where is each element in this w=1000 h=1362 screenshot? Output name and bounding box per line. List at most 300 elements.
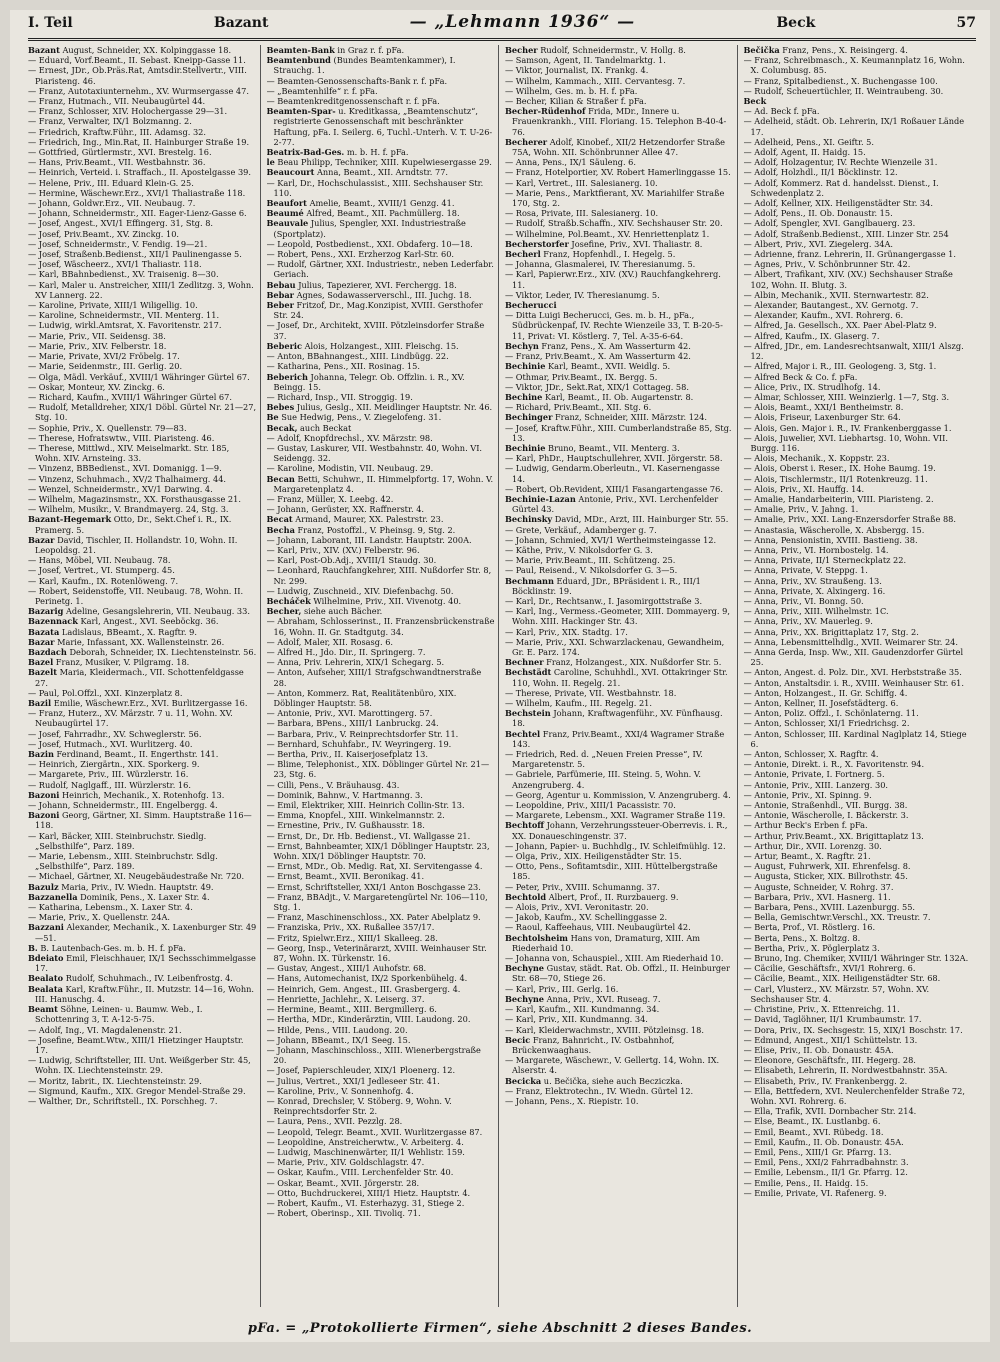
directory-entry: — Johann, Pens., X. Riepistr. 10. xyxy=(505,1095,639,1106)
directory-entry: — Gabriele, Parfümerie, III. Steing. 5, Wohn. V. Anzengruberg. 4. xyxy=(505,769,701,790)
directory-entry: — Hans, Automechanist, IX/2 Sporkenbühelg. 4. xyxy=(266,973,468,984)
directory-entry: — Anna, Private, X. Alxingerg. 16. xyxy=(743,585,886,596)
directory-entry: — Robert, Oberinsp., XII. Tivoliq. 71. xyxy=(266,1208,421,1219)
directory-entry: — Alois, Priv., XI. Hauffg. 14. xyxy=(743,483,865,494)
directory-entry: — Cilli, Pens., V. Bräuhausg. 43. xyxy=(266,779,400,790)
directory-entry: — Alois, Priv., XVI. Veronitastr. 20. xyxy=(505,902,649,913)
directory-entry: — Fritz, Spielwr.Erz., XIII/1 Skalleeg. 28. xyxy=(266,932,438,943)
directory-entry: Beck xyxy=(743,96,767,107)
directory-entry: — Alois, Friseur, Laxenburger Str. 64. xyxy=(743,412,901,423)
directory-entry: — Ernst, MDr., Ob. Medig. Rat, XI. Servitengasse 4. xyxy=(266,861,483,872)
directory-entry: Bazzanella Dominik, Pens., X. Laxer Str. 4. xyxy=(28,891,210,902)
directory-entry: — Johann, Schneidermstr., XII. Eager-Lienz-Gasse 6. xyxy=(28,208,247,219)
directory-entry: Becher Rudolf, Schneidermstr., V. Hollg. 8. xyxy=(505,45,686,55)
directory-entry: — Adolf, Knopfdrechsl., XV. Märzstr. 98. xyxy=(266,432,433,443)
directory-entry: — Alfred, JDr., em. Landesrechtsanwalt, XIII/1 Alszg. 12. xyxy=(743,340,964,362)
directory-entry: — Barbara, Pens., XVIII. Lazenburgg. 55. xyxy=(743,902,916,913)
directory-entry: — Käthe, Priv., V. Nikolsdorfer G. 3. xyxy=(505,544,653,555)
directory-entry: Becic Franz, Bahnricht., IV. Ostbahnhof, Brückenwaaghaus. xyxy=(505,1034,675,1055)
directory-entry: Bechtolsheim Hans von, Dramaturg, XIII. Am Riederhaid 10. xyxy=(505,932,701,953)
directory-entry: — Alexander, Kaufm., XVI. Rohrerg. 6. xyxy=(743,310,904,321)
directory-entry: Becher-Rüdenhof Frida, MDr., Innere u. Frauenkrankh., VIII. Floriang. 15. Telephon B-40-4-76. xyxy=(505,106,727,137)
directory-entry: — Leopoldine, Anstreicherwtw., V. Arbeiterg. 4. xyxy=(266,1136,464,1147)
directory-entry: — Oskar, Monteur, XV. Zinckg. 6. xyxy=(28,381,165,392)
directory-entry: — Therese, Mittlwd., XIV. Meiselmarkt. Str. 185, Wohn. XIV. Arnsteing. 33. xyxy=(28,442,230,464)
directory-entry: — Anna, Lebensmittelhdlg., XVII. Weimarer Str. 24. xyxy=(743,636,958,647)
directory-entry: — Emil, Kaufm., II. Ob. Donaustr. 45A. xyxy=(743,1136,904,1147)
directory-entry: — „Beamtenhilfe“ r. f. pFa. xyxy=(266,85,378,96)
directory-entry: — Franz, Autotaxiunternehm., XV. Wurmsergasse 47. xyxy=(28,85,249,96)
directory-entry: — Ludwig, Zuschneid., XIV. Diefenbachg. 50. xyxy=(266,585,454,596)
directory-entry: — Adelheid, städt. Ob. Lehrerin, IX/1 Roßauer Lände 17. xyxy=(743,116,965,137)
directory-entry: — Leopold, Telegr. Beamt., XVII. Wurlitzergasse 87. xyxy=(266,1126,483,1137)
directory-entry: — Franz, Spitalbedienst., X. Buchengasse 100. xyxy=(743,75,938,86)
directory-entry: — Marie, Pens., Marktfierant, XV. Mariahilfer Straße 170, Stg. 2. xyxy=(505,187,725,209)
directory-entry: — Vinzenz, Schuhmach., XV/2 Thalhaimerg. 44. xyxy=(28,473,227,484)
directory-entry: — Karoline, Modistin, VII. Neubaug. 29. xyxy=(266,463,434,474)
directory-entry: — Alois, Oberst i. Reser., IX. Hohe Baumg. 19. xyxy=(743,463,936,474)
directory-entry: — Karl, Post-Ob.Adj., XVIII/1 Staudg. 30. xyxy=(266,555,437,566)
directory-entry: — Walther, Dr., Schriftstell., IX. Porschheg. 7. xyxy=(28,1095,218,1106)
directory-entry: — Albin, Mechanik., XVII. Sternwartestr. 82. xyxy=(743,289,929,300)
directory-entry: — Jakob, Kaufm., XV. Schellinggasse 2. xyxy=(505,912,668,923)
directory-entry: — Josef, Straßenb.Bedienst., XII/1 Paulinengasse 5. xyxy=(28,249,242,260)
directory-entry: — Alice, Priv., IX. Strudlhofg. 14. xyxy=(743,381,881,392)
directory-entry: — Peter, Priv., XVIII. Schumanng. 37. xyxy=(505,881,660,892)
directory-entry: — Emilie, Private, VI. Rafenerg. 9. xyxy=(743,1187,887,1198)
directory-entry: — Grete, Verkäuf., Adamberger g. 7. xyxy=(505,524,657,535)
directory-entry: — Johann, Laborant, III. Landstr. Hauptstr. 200A. xyxy=(266,534,472,545)
directory-entry: Bazata Ladislaus, BBeamt., X. Ragftr. 9. xyxy=(28,626,197,637)
directory-entry: — Barbara, BPens., XIII/1 Lanbruckg. 24. xyxy=(266,718,439,729)
directory-entry: — Robert, Pens., XXI. Erzherzog Karl-Str. 60. xyxy=(266,249,455,260)
directory-entry: — Agnes, Priv., V. Schönbrunner Str. 42. xyxy=(743,259,911,270)
directory-entry: — Josef, Wäscheerz., XVI/1 Thaliastr. 118. xyxy=(28,259,202,270)
directory-entry: — Emil, Elektriker, XIII. Heinrich Collin-Str. 13. xyxy=(266,800,465,811)
directory-entry: Bechyne Gustav, städt. Rat. Ob. Offzl., II. Heinburger Str. 68—70, Stiege 26. xyxy=(505,963,730,984)
directory-entry: — Sophie, Priv., X. Quellenstr. 79—83. xyxy=(28,422,187,433)
directory-entry: — Dora, Priv., IX. Sechsgestr. 15, XIX/1 Boschstr. 17. xyxy=(743,1024,963,1035)
directory-entry: Beamt Söhne, Leinen- u. Baumw. Web., I. Schottenring 3, T. A-12-5-75. xyxy=(28,1004,203,1025)
directory-entry: — Adolf, Kommerz. Rat d. handelsst. Dienst., I. Schwedenplatz 2. xyxy=(743,177,939,198)
directory-entry: — Johann, Goldwr.Erz., VII. Neubaug. 7. xyxy=(28,198,196,209)
directory-entry: — Johann, Papier- u. Buchhdlg., IV. Schleifmühlg. 12. xyxy=(505,840,726,851)
directory-entry: — Rudolf, Metalldreher, XIX/1 Döbl. Gürtel Nr. 21—27, Stg. 10. xyxy=(28,402,257,423)
directory-entry: — Antonie, Wäscherolle, I. Bäckerstr. 3. xyxy=(743,810,909,821)
directory-entry: Bechstein Johann, Kraftwagenführ., XV. Fünfhausg. 18. xyxy=(505,708,723,729)
directory-entry: Bazar David, Tischler, II. Hollandstr. 10, Wohn. II. Leopoldsg. 21. xyxy=(28,534,238,555)
directory-entry: — Marie, Priv., XIV. Goldschlagstr. 47. xyxy=(266,1157,425,1168)
directory-entry: — Bernhard, Schuhfabr., IV. Weyringerg. 19. xyxy=(266,738,452,749)
directory-entry: — Anton, BBahnangest., XIII. Lindbügg. 22. xyxy=(266,351,449,362)
directory-entry: — Viktor, JDr., Sekt.Rat, XIX/1 Cottageg. 58. xyxy=(505,381,689,392)
directory-entry: — Anna, Priv., XIII. Wilhelmstr. 1C. xyxy=(743,606,889,617)
directory-entry: — Karl, Priv., XIX. Stadtg. 17. xyxy=(505,626,628,637)
directory-entry: — Antonie, Priv., XVI. Marottingerg. 57. xyxy=(266,708,433,719)
directory-entry: — Albert, Priv., XVI. Ziegelerg. 34A. xyxy=(743,238,893,249)
directory-entry: — Julius, Vertret., XXI/1 Jedleseer Str. 41. xyxy=(266,1075,440,1086)
directory-entry: — Josef, Hutmach., XVI. Wurlitzerg. 40. xyxy=(28,738,193,749)
directory-entry: — Georg, Agentur u. Kommission, V. Anzengruberg. 4. xyxy=(505,789,731,800)
directory-entry: — Antonie, Private, I. Fortnerg. 5. xyxy=(743,769,885,780)
directory-entry: — Viktor, Leder, IV. Theresianumg. 5. xyxy=(505,289,660,300)
directory-entry: — Anna, Pens., IX/1 Säuleng. 6. xyxy=(505,157,636,168)
directory-entry: — Georg, Insp., Veterinärarzt, XVIII. Weinhauser Str. 87, Wohn. IX. Türkenstr. 16. xyxy=(266,942,487,964)
directory-entry: Bechstädt Caroline, Schuhhdl., XVI. Ottakringer Str. 110, Wohn. II. Regelg. 21. xyxy=(505,667,728,688)
directory-entry: — Karoline, Private, XIII/1 Wiligellig. 10. xyxy=(28,300,198,311)
directory-entry: — Wenzel, Schneidermstr., XV/1 Darwing. 4. xyxy=(28,483,213,494)
directory-entry: — Konrad, Drechsler, V. Stöberg. 9, Wohn. V. Reinprechtsdorfer Str. 2. xyxy=(266,1095,452,1117)
directory-entry: — Rudolf, Straßb.Schaffn., XIV. Sechshauser Str. 20. xyxy=(505,218,723,229)
directory-title: — „Lehmann 1936“ — xyxy=(409,12,636,32)
directory-entry: — Oskar, Beamt., XVII. Jörgerstr. 28. xyxy=(266,1177,420,1188)
directory-entry: — Johann, Gerüster, XX. Raffnerstr. 4. xyxy=(266,504,425,515)
directory-entry: — Michael, Gärtner, XI. Neugebäudestraße Nr. 720. xyxy=(28,871,245,882)
directory-entry: Beauvale Julius, Spengler, XXI. Industriestraße (Sportplatz). xyxy=(266,218,466,239)
directory-entry: — Karl, Bäcker, XIII. Steinbruchstr. Siedlg. „Selbsthilfe“, Parz. 189. xyxy=(28,830,207,851)
directory-entry: Becherucci xyxy=(505,300,557,311)
directory-entry: — Ludwig, wirkl.Amtsrat, X. Favoritenstr. 217. xyxy=(28,320,222,331)
directory-entry: — Karl, Dr., Hochschulassist., XIII. Sechshauser Str. 110. xyxy=(266,177,484,198)
directory-entry: — Franz, Elektrotechn., IV. Wiedn. Gürtel 12. xyxy=(505,1085,694,1096)
directory-entry: — Alfred Beck & Co. f. pFa. xyxy=(743,371,858,382)
directory-entry: — Alfred, Kaufm., IX. Glaserg. 7. xyxy=(743,330,880,341)
directory-entry: Beaufort Amelie, Beamt., XVIII/1 Genzg. 41. xyxy=(266,198,455,209)
directory-entry: — Antonie, Priv., XI. Spinng. 9. xyxy=(743,789,872,800)
directory-entry: Becherstorfer Josefine, Priv., XVI. Thaliastr. 8. xyxy=(505,238,703,249)
directory-entry: — Johann, Schneidermstr., III. Engelbergg. 4. xyxy=(28,800,218,811)
directory-entry: Bealata Karl, Kraftw.Führ., II. Mutzstr. 14—16, Wohn. III. Hanuschg. 4. xyxy=(28,983,255,1004)
directory-entry: — Leopoldine, Priv., XIII/1 Pacassistr. 70. xyxy=(505,800,676,811)
directory-entry: — Gustav, Angest., XIII/1 Auhofstr. 68. xyxy=(266,963,427,974)
directory-entry: — Berta, Prof., VI. Röstlerg. 16. xyxy=(743,922,876,933)
directory-entry: — Amalie, Handarbeiterin, VIII. Piaristeng. 2. xyxy=(743,493,934,504)
directory-entry: — Paul, Reisend., V. Nikolsdorfer G. 3—5. xyxy=(505,565,678,576)
directory-entry: — Ernst, Schriftsteller, XXI/1 Anton Boschgasse 23. xyxy=(266,881,481,892)
directory-entry: — Franz, Hotelportier, XV. Robert Hamerlinggasse 15. xyxy=(505,167,731,178)
directory-entry: Becak, auch Beckat xyxy=(266,422,352,433)
directory-entry: — Ernest, JDr., Ob.Präs.Rat, Amtsdir.Stellvertr., VIII. Piaristeng. 46. xyxy=(28,65,247,86)
directory-entry: — Emil, Pens., XXI/2 Fahrradbahnstr. 3. xyxy=(743,1157,909,1168)
directory-entry: — Barbara, Priv., XVI. Hasnerg. 11. xyxy=(743,891,891,902)
directory-entry: — Franz, Huterz., XV. Märzstr. 7 u. 11, Wohn. XV. Neubaugürtel 17. xyxy=(28,708,233,729)
directory-entry: — Amalie, Priv., V. Jahng. 1. xyxy=(743,504,859,515)
directory-entry: — Ernst, Dr., Dr. Hb. Bedienst., VI. Wallgasse 21. xyxy=(266,830,471,841)
directory-entry: — Dominik, Bahnw., V. Hartmanng. 3. xyxy=(266,789,423,800)
directory-entry: — Josefine, Beamt.Wtw., XIII/1 Hietzinger Hauptstr. 17. xyxy=(28,1034,244,1055)
directory-entry: — Marie, Priv.Beamt., III. Schützeng. 25. xyxy=(505,555,676,566)
directory-entry: — Anna, Priv., XV. Mauerleg. 9. xyxy=(743,616,873,627)
directory-entry: Bazulz Maria, Priv., IV. Wiedn. Hauptstr. 49. xyxy=(28,881,214,892)
directory-entry: Bechinsky David, MDr., Arzt, III. Hainburger Str. 55. xyxy=(505,514,729,525)
directory-entry: Beaumé Alfred, Beamt., XII. Pachmüllerg. 18. xyxy=(266,208,460,219)
directory-entry: — Franz, Schreibmasch., X. Keumannplatz 16, Wohn. X. Columbusg. 85. xyxy=(743,55,965,76)
directory-entry: — Karl, Priv., XIV. (XV.) Felberstr. 96. xyxy=(266,544,420,555)
directory-entry: — Margarete, Wäschewr., V. Gellertg. 14, Wohn. IX. Alserstr. 4. xyxy=(505,1055,720,1076)
section-label: I. Teil xyxy=(28,15,73,31)
directory-entry: — Alois, Juwelier, XVI. Liebhartsg. 10, Wohn. VII. Burgg. 116. xyxy=(743,432,948,453)
directory-entry: Beber Fritzof, Dr., Mag.Konzipist, XVIII. Gersthofer Str. 24. xyxy=(266,300,483,321)
directory-entry: Bechmann Eduard, JDr., BPräsident i. R., III/1 Böcklinstr. 19. xyxy=(505,575,701,596)
directory-entry: — Viktor, Journalist, IX. Frankg. 4. xyxy=(505,65,649,76)
directory-entry: — Oskar, Kaufm., VIII. Lerchenfelder Str. 40. xyxy=(266,1167,454,1178)
directory-entry: — Elisabeth, Lehrerin, II. Nordwestbahnstr. 35A. xyxy=(743,1065,948,1076)
directory-entry: Becat Armand, Maurer, XX. Palestrstr. 23. xyxy=(266,514,444,525)
directory-entry: — Leopold, Postbedienst., XXI. Obdaferg. 10—18. xyxy=(266,238,473,249)
directory-entry: — Raoul, Kaffeehaus, VIII. Neubaugürtel 42. xyxy=(505,922,691,933)
directory-entry: Bebes Julius, Geslg., XII. Meidlinger Hauptstr. Nr. 46. xyxy=(266,402,493,413)
directory-entry: — Gustav, Laskurer, VII. Westbahnstr. 40, Wohn. VI. Seidengg. 32. xyxy=(266,442,483,464)
directory-entry: — Anna, Priv., VI. Bonng. 50. xyxy=(743,595,864,606)
directory-entry: — Therese, Hofratswtw., VIII. Piaristeng. 46. xyxy=(28,432,215,443)
directory-entry: Bechner Franz, Holzangest., XIX. Nußdorfer Str. 5. xyxy=(505,657,722,668)
directory-entry: Bechine Karl, Beamt., II. Ob. Augartenstr. 8. xyxy=(505,391,694,402)
directory-entry: — Robert, Kaufm., VI. Esterhazyg. 31, Stiege 2. xyxy=(266,1197,465,1208)
page-header xyxy=(28,12,976,41)
directory-entry: — Carl, Vlusterz., XV. Märzstr. 57, Wohn. XV. Sechshauser Str. 4. xyxy=(743,983,930,1004)
directory-entry: — Richard, Priv.Beamt., XII. Stg. 6. xyxy=(505,402,652,413)
directory-entry: Bazin Ferdinand, Beamt., II. Engerthstr. 141. xyxy=(28,749,219,760)
directory-entry: — Alfred, Major i. R., III. Geologeng. 3, Stg. 1. xyxy=(743,361,937,372)
directory-entry: — Ernst, Beamt., XVII. Beronikag. 41. xyxy=(266,871,425,882)
directory-entry: — Adolf, Holzagentur, IV. Rechte Wienzeile 31. xyxy=(743,157,938,168)
directory-entry: — Cäcilie, Geschäftsfr., XVI/1 Rohrerg. 6. xyxy=(743,963,916,974)
directory-entry: — Alfred, Ja. Gesellsch., XX. Paer Abel-Platz 9. xyxy=(743,320,937,331)
directory-entry: — Marie, Seidenmstr., III. Gerlig. 20. xyxy=(28,361,183,372)
directory-entry: Bechyne Anna, Priv., XVI. Ruseag. 7. xyxy=(505,993,661,1004)
directory-entry: — Antonie, Direkt. i. R., X. Favoritenstr. 94. xyxy=(743,759,925,770)
directory-entry: — Emilie, Lebensm., II/1 Gr. Pfarrg. 12. xyxy=(743,1167,908,1178)
directory-entry: — Bella, Gemischtwr.Verschl., XX. Treustr. 7. xyxy=(743,912,931,923)
footer-note: pFa. = „Protokollierte Firmen“, siehe Abschnitt 2 dieses Bandes. xyxy=(247,1321,753,1336)
directory-entry: — Margarete, Priv., III. Würzlerstr. 16. xyxy=(28,769,189,780)
directory-entry: — Katharina, Pens., XII. Rosinag. 15. xyxy=(266,361,420,372)
directory-entry: — Karl, Ing., Vermess.-Geometer, XIII. Dommayerg. 9, Wohn. XIII. Hackinger Str. 43. xyxy=(505,606,730,627)
directory-entry: Becicka u. Bečička, siehe auch Becziczka. xyxy=(505,1075,683,1086)
directory-entry: — Heinrich, Gem. Angest., III. Grasbergerg. 4. xyxy=(266,983,461,994)
directory-entry: — Josef, Vertret., VI. Stumperg. 45. xyxy=(28,565,175,576)
directory-entry: Bealato Rudolf, Schuhmach., IV. Leibenfrostg. 4. xyxy=(28,973,233,984)
directory-entry: Bazoni Georg, Gärtner, XI. Simm. Hauptstraße 116—118. xyxy=(28,810,252,831)
directory-entry: — Arthur Beck's Erben f. pFa. xyxy=(743,820,868,831)
directory-entry: — Amalie, Priv., XXI. Lang-Enzersdorfer Straße 88. xyxy=(743,514,956,525)
directory-entry: — Anton, Schlosser, XI/1 Friedrichsg. 2. xyxy=(743,718,910,729)
directory-entry: — Henriette, Jachlehr., X. Leiserg. 37. xyxy=(266,993,425,1004)
directory-entry: — Josef, Dr., Architekt, XVIII. Pötzleinsdorfer Straße 37. xyxy=(266,320,485,341)
directory-entry: Bazar Marie, Infassant, XX. Wallensteinstr. 26. xyxy=(28,636,225,647)
directory-entry: — Anna, Priv., XV. Straußeng. 13. xyxy=(743,575,882,586)
directory-entry: Bechtold Albert, Prof., II. Rurzbauerg. 9. xyxy=(505,891,679,902)
directory-entry: — Karl, Maler u. Anstreicher, XIII/1 Zedlitzg. 3, Wohn. XV Lannerg. 22. xyxy=(28,279,254,300)
directory-entry: — Anastasia, Wäscherolle, X. Absbergg. 15. xyxy=(743,524,925,535)
directory-entry: — Anton, Kommerz. Rat, Realitätenbüro, XIX. Döblinger Hauptstr. 58. xyxy=(266,687,457,708)
directory-entry: — Barbara, Priv., V. Reinprechtsdorfer Str. 11. xyxy=(266,728,459,739)
directory-entry: — Adolf, Pens., II. Ob. Donaustr. 15. xyxy=(743,208,893,219)
directory-entry: — Ludwig, Schriftsteller, III. Unt. Weißgerber Str. 45, Wohn. IX. Liechtensteinstr. 29. xyxy=(28,1055,251,1076)
directory-entry: — Karl, PhDr., Hauptschullehrer, XVII. Jörgerstr. 58. xyxy=(505,453,723,464)
directory-entry: Becan Betti, Schuhwr., II. Himmelpfortg. 17, Wohn. V. Margaretenplatz 4. xyxy=(266,473,494,494)
directory-entry: — August, Fuhrwerk, XII. Ehrenfelsg. 8. xyxy=(743,861,911,872)
directory-entry: — Eduard, Vorf.Beamt., II. Sebast. Kneipp-Gasse 11. xyxy=(28,55,246,66)
directory-entry: — Josef, Priv.Beamt., XV. Zinckg. 10. xyxy=(28,228,180,239)
directory-entry: Bazzani Alexander, Mechanik., X. Laxenburger Str. 49—51. xyxy=(28,922,257,943)
directory-entry: Beaucourt Anna, Beamt., XII. Arndtstr. 77. xyxy=(266,167,449,178)
directory-entry: — Karl, Papierwr.Erz., XIV. (XV.) Rauchfangkehrerg. 11. xyxy=(505,269,721,290)
directory-entry: Bazennack Karl, Angest., XVI. Seeböckg. 36. xyxy=(28,616,219,627)
directory-entry: — Franziska, Priv., XX. Rußallee 357/17. xyxy=(266,922,435,933)
directory-entry: — Robert, Seidenstoffe, VII. Neubaug. 78, Wohn. II. Perinetg. 1. xyxy=(28,585,244,606)
directory-entry: — Beamten-Genossenschafts-Bank r. f. pFa. xyxy=(266,75,448,86)
directory-entry: — Karl, Priv., XII. Kundmanng. 34. xyxy=(505,1014,648,1025)
directory-entry: — Anna, Priv., VI. Hornbostelg. 14. xyxy=(743,544,889,555)
directory-entry: Bdeiato Emil, Fleischhauer, IX/1 Sechsschimmelgasse 17. xyxy=(28,953,256,974)
directory-entry: — Franz, Schlosser, XIV. Holochergasse 29—31. xyxy=(28,106,228,117)
directory-entry: — Cäcilie, Beamt., XIX. Heiligenstädter Str. 68. xyxy=(743,973,941,984)
directory-entry: — Wilhelm, Kaufm., III. Regelg. 21. xyxy=(505,698,652,708)
directory-entry: — Adolf, Ing., VI. Magdalenenstr. 21. xyxy=(28,1024,182,1035)
directory-entry: — Karl, Vertret., III. Salesianerg. 10. xyxy=(505,177,658,188)
directory-entry: — Friedrich, Red. d. „Neuen Freien Presse“, IV. Margaretenstr. 5. xyxy=(505,749,703,770)
directory-entry: — Hilde, Pens., VIII. Laudong. 20. xyxy=(266,1024,408,1035)
directory-entry: — Hans, Möbel, VII. Neubaug. 78. xyxy=(28,555,171,566)
directory-entry: — Johann, BBeamt., IX/1 Seeg. 15. xyxy=(266,1034,411,1045)
directory-entry: — Bruno, Ing. Chemiker, XVIII/1 Währinger Str. 132A. xyxy=(743,953,969,964)
directory-entry: — Josef, Angest., XVI/1 Effingerg. 31, Stg. 8. xyxy=(28,218,214,229)
directory-entry: le Beau Philipp, Techniker, XIII. Kupelwiesergasse 29. xyxy=(266,157,492,168)
directory-entry: — Ella, Trafik, XVII. Dornbacher Str. 214. xyxy=(743,1106,917,1117)
directory-entry: — Anna, Priv. Lehrerin, XIX/1 Schegarg. 5. xyxy=(266,657,445,668)
directory-entry: — Karl, Kaufm., IX. Rotenlöweng. 7. xyxy=(28,575,179,586)
column-2 xyxy=(267,45,500,1307)
entry-columns xyxy=(28,45,976,1307)
directory-entry: — Gottfried, Gürtlermstr., XVI. Brestelg. 16. xyxy=(28,147,212,158)
directory-entry: — Alexander, Bautangest., XV. Gernotg. 7. xyxy=(743,300,919,311)
directory-entry: — Arthur, Priv.Beamt., XX. Brigittaplatz 13. xyxy=(743,830,924,841)
directory-entry: — Beamtenkreditgenossenschaft r. f. pFa. xyxy=(266,96,440,107)
directory-entry: — Richard, Insp., VII. Stroggig. 19. xyxy=(266,391,413,402)
directory-entry: — Alois, Gen. Major i. R., IV. Frankenberggasse 1. xyxy=(743,422,952,433)
directory-entry: — Marie, Lebensm., XIII. Steinbruchstr. Sdlg. „Selbsthilfe“, Parz. 189. xyxy=(28,851,218,872)
column-4 xyxy=(744,45,977,1307)
directory-entry: — Friedrich, Kraftw.Führ., III. Adamsg. 32. xyxy=(28,126,206,137)
directory-entry: — Adrienne, franz. Lehrerin, II. Grünangergasse 1. xyxy=(743,249,956,260)
directory-entry: Becher, siehe auch Bächer. xyxy=(266,606,383,617)
directory-entry: — Olga, Priv., XIX. Heiligenstädter Str. 15. xyxy=(505,851,682,862)
directory-entry: — Adelheid, Pens., XI. Geiftr. 5. xyxy=(743,136,874,147)
directory-entry: Bechinie Bruno, Beamt., VII. Menterg. 3. xyxy=(505,442,680,453)
directory-entry: — Auguste, Schneider, V. Rohrg. 37. xyxy=(743,881,894,892)
directory-entry: — Anton, Aufseher, XIII/1 Strafgschwandtnerstraße 28. xyxy=(266,667,482,688)
directory-entry: — Josef, Papierschleuder, XIX/1 Ploenerg. 12. xyxy=(266,1065,456,1076)
directory-entry: — Helene, Priv., III. Eduard Klein-G. 25. xyxy=(28,177,194,188)
directory-entry: — Othmar, Priv.Beamt., IX. Bergg. 5. xyxy=(505,371,658,382)
directory-page xyxy=(10,10,990,1342)
directory-entry: — Antonie, Straßenhdl., VII. Burgg. 38. xyxy=(743,800,908,811)
directory-entry: — Heinrich, Ziergärtn., XIX. Sporkerg. 9. xyxy=(28,759,200,770)
directory-entry: — Alois, Mechanik., X. Koppstr. 23. xyxy=(743,453,890,464)
directory-entry: — Anton, Anstaltsdir. i. R., XVIII. Weinhauser Str. 61. xyxy=(743,677,964,688)
directory-entry: — Wilhelm, Kammach., XIII. Cervantesg. 7. xyxy=(505,75,686,86)
column-1 xyxy=(28,45,261,1307)
directory-entry: — Adolf, Holzhdl., II/1 Böcklinstr. 12. xyxy=(743,167,898,178)
directory-entry: — Marie, Priv., VII. Seidensg. 38. xyxy=(28,330,166,341)
directory-entry: — Berta, Pens., X. Boltzg. 8. xyxy=(743,932,861,943)
directory-entry: Beamten-Spar- u. Kreditkassa, „Beamtenschutz“, registrierte Genossenschaft mit beschränkter Haftung, pFa. I. Seilerg. 6, Tuchl.-Unterh. V. T. U-26-2-77. xyxy=(266,106,493,147)
directory-entry: — Adolf, Straßenb.Bedienst., XIII. Linzer Str. 254 xyxy=(743,228,949,239)
directory-entry: Bečička Franz, Pens., X. Reisingerg. 4. xyxy=(743,45,908,55)
directory-entry: — Sigmund, Kaufm., XIX. Gregor Mendel-Straße 29. xyxy=(28,1085,246,1096)
directory-entry: — Elise, Priv., II. Ob. Donaustr. 45A. xyxy=(743,1044,894,1055)
directory-entry: — Johann, Maschinschloss., XIII. Wienerbergstraße 20. xyxy=(266,1044,481,1066)
directory-entry: — Arthur, Dir., XVII. Lorenzg. 30. xyxy=(743,840,882,851)
directory-entry: — Otto, Buchdruckerei, XIII/1 Hietz. Hauptstr. 4. xyxy=(266,1187,471,1198)
directory-entry: — Anton, Holzangest., II. Gr. Schiffg. 4. xyxy=(743,687,908,698)
directory-entry: — Elisabeth, Priv., IV. Frankenbergg. 2. xyxy=(743,1075,908,1086)
directory-entry: — Wilhelm, Ges. m. b. H. f. pFa. xyxy=(505,85,638,96)
page-number: 57 xyxy=(956,15,976,31)
directory-entry: — Alois, Beamt., XXI/1 Bentheimstr. 8. xyxy=(743,402,904,413)
directory-entry: Becha Franz, Postoffzl., V. Pheinsg. 9, Stg. 2. xyxy=(266,524,456,535)
directory-entry: — Ad. Beck f. pFa. xyxy=(743,106,820,117)
directory-entry: Bechtel Franz, Priv.Beamt., XXI/4 Wagramer Straße 143. xyxy=(505,728,725,749)
directory-entry: — Christine, Priv., X. Ettenreichg. 11. xyxy=(743,1004,900,1015)
directory-entry: — Emilie, Pens., II. Haidg. 15. xyxy=(743,1177,869,1188)
directory-entry: — Leonhard, Rauchfangkehrer, XIII. Nußdorfer Str. 8, Nr. 299. xyxy=(266,565,492,586)
directory-entry: — Hermine, Wäschewr.Erz., XVI/1 Thaliastraße 118. xyxy=(28,187,246,198)
directory-entry: — Ludwig, Gendarm.Oberleutn., VI. Kasernengasse 14. xyxy=(505,463,720,484)
directory-entry: Bazel Franz, Musiker, V. Pilgramg. 18. xyxy=(28,657,190,668)
directory-entry: — Alois, Tischlermstr., II/1 Rotenkreuzg. 11. xyxy=(743,473,928,484)
directory-entry: — Abraham, Schlosserinst., II. Franzensbrückenstraße 16, Wohn. II. Gr. Stadtgutg. 34. xyxy=(266,616,495,637)
directory-entry: — Almar, Schlosser, XIII. Weinzierlg. 1—7, Stg. 3. xyxy=(743,391,950,402)
directory-entry: — Franz, Hutmach., VII. Neubaugürtel 44. xyxy=(28,96,206,107)
directory-entry: — Anna, Private, V. Steppg. 1. xyxy=(743,565,868,576)
directory-entry: — Johanna von, Schauspiel., XIII. Am Riederhaid 10. xyxy=(505,953,724,964)
directory-entry: — Rudolf, Scheuertüchler, II. Weintraubeng. 30. xyxy=(743,85,944,96)
directory-entry: Bazant August, Schneider, XX. Kolpinggasse 18. xyxy=(28,45,232,55)
directory-entry: — Therese, Private, VII. Westbahnstr. 18. xyxy=(505,687,677,698)
directory-entry: — David, Taglöhner, II/1 Krumbaumstr. 17. xyxy=(743,1014,922,1025)
directory-entry: — Karoline, Priv., V. Sonnenhofg. 4. xyxy=(266,1085,414,1096)
directory-entry: — Emil, Beamt., XVI. Rübedg. 18. xyxy=(743,1126,884,1137)
directory-entry: — Bertha, Priv., X. Pöglerplatz 3. xyxy=(743,942,880,953)
directory-entry: — Becher, Kilian & Straßer f. pFa. xyxy=(505,96,647,107)
directory-entry: — Olga, Mädl. Verkäuf., XVIII/1 Währinger Gürtel 67. xyxy=(28,371,250,382)
directory-entry: Bazant-Hegemark Otto, Dr., Sekt.Chef i. R., IX. Pramerg. 5. xyxy=(28,514,232,535)
directory-entry: — Karl, Priv., III. Gerlg. 16. xyxy=(505,983,619,994)
directory-entry: — Ernst, Bahnbeamter, XIX/1 Döblinger Hauptstr. 23, Wohn. XIX/1 Döblinger Hauptstr. 70. xyxy=(266,840,490,862)
directory-entry: — Josef, Kraftw.Führ., XIII. Cumberlandstraße 85, Stg. 13. xyxy=(505,422,732,443)
directory-entry: — Karoline, Schneidermstr., VII. Menterg. 11. xyxy=(28,310,220,321)
directory-entry: — Otto, Pens., Sofitamtsdir., XIII. Hüttelbergstraße 185. xyxy=(505,861,718,882)
directory-entry: Beamtenbund (Bundes Beamtenkammer), I. Strauchg. 1. xyxy=(266,55,456,76)
directory-entry: — Emil, Pens., XIII/1 Gr. Pfarrg. 13. xyxy=(743,1146,892,1157)
directory-entry: — Friedrich, Ing., Min.Rat, II. Hainburger Straße 19. xyxy=(28,136,250,147)
directory-entry: — Marie, Priv., XXI. Schwarzlackenau, Gewandheim, Gr. E. Parz. 174. xyxy=(505,636,725,657)
directory-entry: — Marie, Priv., XIV. Felberstr. 18. xyxy=(28,340,167,351)
directory-entry: B. B. Lautenbach-Ges. m. b. H. f. pFa. xyxy=(28,942,186,953)
directory-entry: Bechtoff Johann, Verzehrungssteuer-Oberrevis. i. R., XX. Donaueschingenstr. 37. xyxy=(505,820,728,841)
first-name-guide: Bazant xyxy=(213,15,269,31)
directory-entry: — Emma, Knopfel., XIII. Winkelmannstr. 2. xyxy=(266,810,445,821)
directory-entry: — Johanna, Glasmalerei, IV. Theresianumg. 5. xyxy=(505,259,696,270)
directory-entry: — Franz, Priv.Beamt., X. Am Wasserturm 42. xyxy=(505,351,691,362)
directory-entry: — Paul, Pol.Offzl., XXI. Kinzerplatz 8. xyxy=(28,687,183,698)
directory-entry: — Artur, Beamt., X. Ragftr. 21. xyxy=(743,851,871,862)
directory-entry: — Adolf, Agent, II. Haidg. 15. xyxy=(743,147,866,158)
directory-entry: — Anton, Angest. d. Polz. Dir., XVI. Herbststraße 35. xyxy=(743,667,962,678)
directory-entry: — Marie, Private, XVI/2 Fröbelg. 17. xyxy=(28,351,180,362)
